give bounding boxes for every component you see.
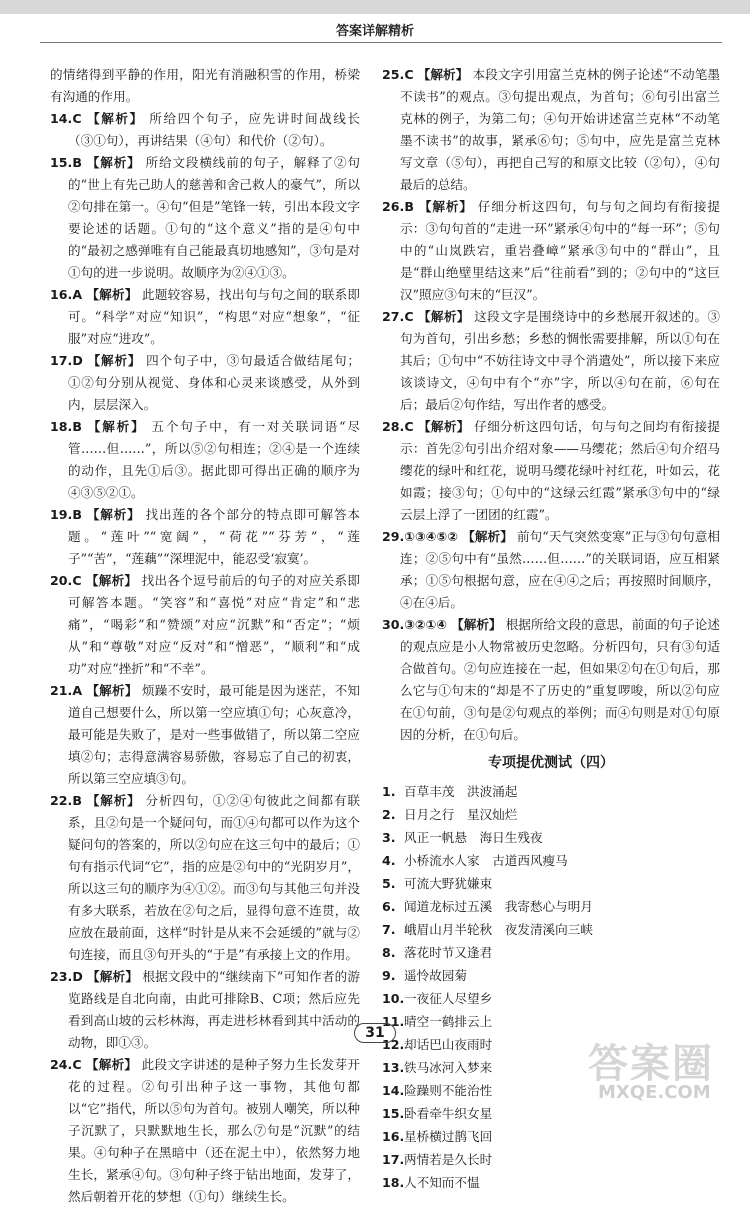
answer-text: 此题较容易，找出句与句之间的联系即可。“科学”对应“知识”，“构思”对应“想象”，“征服”对应“进攻”。	[68, 287, 361, 346]
page-header: 答案详解精析	[335, 24, 414, 39]
page-number: 31	[354, 1023, 395, 1043]
poem-text: 晴空一鹤排云上	[404, 1014, 493, 1029]
poem-number: 13.	[382, 1060, 405, 1075]
question-number: 30.	[382, 617, 405, 632]
answer-item	[50, 108, 360, 152]
answer-text: 此段文字讲述的是种子努力生长发芽开花的过程。②句引出种子这一事物，其他句都以“它”指代，所以⑤句为首句。被别人嘲笑，所以种子沉默了，只默默地生长，那么⑦句是“沉默”的结果。④句种子在黑暗中（还在泥土中），依然努力地生长，紧承④句。③句种子终于钻出地面，发芽了，然后朝着开花的梦想（①句）继续生长。	[68, 1057, 361, 1204]
poem-number: 4.	[382, 853, 396, 868]
answer-text: 分析四句，①②④句彼此之间都有联系，且②句是一个疑问句，而①④句都可以作为这个疑问句的答案的，所以②句应在这三句中的最后；①句有指示代词“它”，指的应是②句中的“光阴岁月”，所以这三句的顺序为④①②。而③句与其他三句并没有多大联系，若放在②句之后，显得句意不连贯，故应放在最前面，这样“时针是从来不会延缓的”就与②句连接，而且③句开头的“于是”有承接上文的作用。	[68, 793, 360, 962]
poem-number: 11.	[382, 1014, 405, 1029]
poem-text: 卧看牵牛织女星	[404, 1106, 493, 1121]
section-title: 专项提优测试（四）	[488, 755, 614, 771]
poem-text: 铁马冰河入梦来	[404, 1060, 493, 1075]
answer-item	[382, 526, 720, 614]
answer-choice: C	[72, 573, 82, 588]
poem-number: 7.	[382, 922, 396, 937]
question-number: 14.	[50, 111, 73, 126]
poem-number: 18.	[382, 1175, 405, 1190]
poem-number: 8.	[382, 945, 396, 960]
watermark-text: 答案圈	[588, 1041, 714, 1087]
answer-text: 找出各个逗号前后的句子的对应关系即可解答本题。“笑容”和“喜悦”对应“肯定”和“悲痛”，“喝彩”和“赞颂”对应“沉默”和“否定”；“烦从”和“尊敬”对应“反对”和“憎恶”，“顺利”和“成功”对应“挫折”和“不幸”。	[68, 573, 361, 676]
poem-text: 日月之行 星汉灿烂	[404, 807, 518, 822]
analysis-tag: 【解析】	[417, 67, 469, 82]
poem-text: 峨眉山月半轮秋 夜发清溪向三峡	[404, 922, 593, 937]
poem-line	[382, 1171, 720, 1194]
answer-text: 前句“天气突然变寒”正与③句句意相连；②⑤句中有“虽然……但……”的关联词语，应互相紧承；①⑤句根据句意，应在④④之后；再按照时间顺序，④在④后。	[400, 529, 720, 610]
answer-item	[382, 614, 720, 746]
analysis-tag: 【解析】	[85, 1057, 138, 1072]
answer-choice: ①③④⑤②	[404, 529, 459, 544]
answer-choice: B	[72, 155, 82, 170]
analysis-tag: 【解析】	[86, 683, 138, 698]
answer-item	[382, 64, 720, 196]
question-number: 26.	[382, 199, 405, 214]
watermark-url: MXQE.COM	[598, 1082, 711, 1103]
poem-text: 一夜征人尽望乡	[404, 991, 493, 1006]
answer-choice: B	[72, 507, 82, 522]
answer-item	[50, 790, 360, 966]
question-number: 18.	[50, 419, 73, 434]
question-number: 22.	[50, 793, 73, 808]
right-answer-list	[382, 64, 720, 746]
answer-item	[50, 152, 360, 284]
answer-item	[50, 680, 360, 790]
question-number: 20.	[50, 573, 73, 588]
answer-text: 根据所给文段的意思，前面的句子论述的观点应是小人物常被历史忽略。分析四句，只有③句适合做首句。②句应连接在一起，但如果②句在①句后，那么它与①句末的“却是不了历史的”重复啰唆，所以②句应在①句前，③句是②句观点的举例；而④句则是对①句原因的分析，在①句后。	[400, 617, 721, 742]
answer-item	[50, 570, 360, 680]
answer-text: 所给四个句子，应先讲时间战线长（③①句），再讲结果（④句）和代价（②句）。	[68, 111, 360, 148]
poem-text: 小桥流水人家 古道西风瘦马	[404, 853, 568, 868]
answer-text: 四个句子中，③句最适合做结尾句；①②句分别从视觉、身体和心灵来谈感受，从外到内，层层深入。	[68, 353, 360, 412]
answer-choice: C	[404, 309, 414, 324]
header-divider	[40, 42, 722, 43]
poem-line	[382, 780, 720, 803]
answer-text: 仔细分析这四句，句与句之间均有衔接提示：③句句首的“走进一环”紧承④句中的“每一环”；⑤句中的“山岚跌宕，重岩叠嶂”紧承③句中的“群山”，且是“群山绝壁里结这来”后“往前看”到的；②句中的“这巨汉”照应③句末的“巨汉”。	[400, 199, 720, 302]
poem-line	[382, 1125, 720, 1148]
analysis-tag: 【解析】	[87, 111, 144, 126]
answer-item	[50, 504, 360, 570]
poem-number: 9.	[382, 968, 396, 983]
poem-text: 遥怜故园菊	[404, 968, 467, 983]
answer-choice: C	[72, 1057, 82, 1072]
poem-number: 3.	[382, 830, 396, 845]
top-bar	[0, 0, 750, 14]
question-number: 16.	[50, 287, 73, 302]
poem-number: 16.	[382, 1129, 405, 1144]
poem-text: 闻道龙标过五溪 我寄愁心与明月	[404, 899, 593, 914]
answer-choice: C	[72, 111, 82, 126]
poem-number: 17.	[382, 1152, 405, 1167]
poem-number: 10.	[382, 991, 405, 1006]
answer-text: 根据文段中的“继续南下”可知作者的游览路线是自北向南，由此可排除B、C项；然后应先看到高山坡的云杉林海，再走进杉林看到其中活动的动物，即①③。	[68, 969, 360, 1050]
poem-number: 12.	[382, 1037, 405, 1052]
question-number: 28.	[382, 419, 405, 434]
poem-number: 15.	[382, 1106, 405, 1121]
question-number: 27.	[382, 309, 405, 324]
question-number: 25.	[382, 67, 405, 82]
answer-choice: B	[72, 793, 82, 808]
analysis-tag: 【解析】	[86, 793, 141, 808]
analysis-tag: 【解析】	[87, 353, 142, 368]
analysis-tag: 【解析】	[85, 573, 138, 588]
answer-text: 本段文字引用富兰克林的例子论述“不动笔墨不读书”的观点。③句提出观点，为首句；⑥句引出富兰克林的例子，为第二句；④句开始讲述富兰克林“不动笔墨不读书”的故事，紧承⑥句；⑤句中，应先是富兰克林写文章（⑤句），再把自己写的和原文比较（②句），④句最后的总结。	[400, 67, 720, 192]
poem-number: 1.	[382, 784, 396, 799]
poem-number: 2.	[382, 807, 396, 822]
answer-choice: ③②①④	[404, 617, 448, 632]
poem-line	[382, 987, 720, 1010]
analysis-tag: 【解析】	[418, 199, 473, 214]
question-number: 29.	[382, 529, 405, 544]
poem-line	[382, 803, 720, 826]
poem-text: 人不知而不愠	[404, 1175, 480, 1190]
answer-choice: C	[404, 419, 414, 434]
question-number: 15.	[50, 155, 73, 170]
poem-line	[382, 826, 720, 849]
analysis-tag: 【解析】	[86, 969, 139, 984]
answer-item	[50, 416, 360, 504]
poem-line	[382, 895, 720, 918]
poem-line	[382, 964, 720, 987]
answer-choice: B	[72, 419, 82, 434]
poem-text: 星桥横过鹊飞回	[404, 1129, 493, 1144]
analysis-tag: 【解析】	[417, 309, 470, 324]
poem-line	[382, 872, 720, 895]
answer-item	[50, 1054, 360, 1208]
answer-text: 的情绪得到平静的作用，阳光有消融积雪的作用，桥梁有沟通的作用。	[50, 67, 360, 104]
answer-choice: D	[72, 353, 83, 368]
answer-text: 找出莲的各个部分的特点即可解答本题。“莲叶”“宽阔”，“荷花”“芬芳”，“莲子”“苦”，“莲藕”“深埋泥中，能忍受‘寂寞’。	[68, 507, 360, 566]
answer-choice: B	[404, 199, 414, 214]
question-number: 23.	[50, 969, 73, 984]
poem-text: 落花时节又逢君	[404, 945, 493, 960]
answer-item	[382, 416, 720, 526]
analysis-tag: 【解析】	[417, 419, 470, 434]
analysis-tag: 【解析】	[87, 419, 146, 434]
poem-line	[382, 941, 720, 964]
question-number: 19.	[50, 507, 73, 522]
answer-choice: C	[404, 67, 414, 82]
poem-line	[382, 918, 720, 941]
poem-text: 险躁则不能治性	[404, 1083, 493, 1098]
answer-choice: D	[72, 969, 83, 984]
answer-item	[50, 64, 360, 108]
answer-text: 仔细分析这四句话，句与句之间均有衔接提示：首先②句引出介绍对象——马缨花；然后④句介绍马缨花的绿叶和红花，说明马缨花绿叶衬红花，叶如云，花如霞；接③句；①句中的“这绿云红霞”紧承③句中的“绿云层上浮了一团团的红霞”。	[400, 419, 721, 522]
analysis-tag: 【解析】	[451, 617, 502, 632]
poem-line	[382, 849, 720, 872]
answer-item	[382, 196, 720, 306]
poem-number: 5.	[382, 876, 396, 891]
analysis-tag: 【解析】	[86, 507, 141, 522]
poem-text: 两情若是久长时	[404, 1152, 493, 1167]
analysis-tag: 【解析】	[86, 287, 138, 302]
poem-text: 百草丰茂 洪波涌起	[404, 784, 518, 799]
question-number: 21.	[50, 683, 73, 698]
poem-text: 风正一帆悬 海日生残夜	[404, 830, 543, 845]
answer-text: 这段文字是围绕诗中的乡愁展开叙述的。③句为首句，引出乡愁；乡愁的惆怅需要排解，所以①句在其后；①句中“不妨往诗文中寻个消遣处”，所以接下来应该谈诗文，④句中有个“亦”字，所以④句在前，⑥句在后；最后②句作结，写出作者的感受。	[400, 309, 721, 412]
answer-choice: A	[72, 287, 83, 302]
poem-text: 可流大野犹嫌束	[404, 876, 493, 891]
poem-number: 14.	[382, 1083, 405, 1098]
watermark-logo	[580, 1030, 740, 1108]
question-number: 24.	[50, 1057, 73, 1072]
answer-choice: A	[72, 683, 83, 698]
answer-text: 所给文段横线前的句子，解释了②句的“世上有先己助人的慈善和舍己救人的豪气”，所以②句排在第一。④句“但是”笔锋一转，引出本段文字要论述的话题。①句的“这个意义”指的是④句中的“最初之感弹唯有自己能最真切地感知”，③句是对①句的进一步说明。故顺序为②④①③。	[68, 155, 360, 280]
poem-text: 却话巴山夜雨时	[404, 1037, 493, 1052]
analysis-tag: 【解析】	[86, 155, 141, 170]
question-number: 17.	[50, 353, 73, 368]
answer-item	[50, 350, 360, 416]
answer-item	[382, 306, 720, 416]
poem-answer-list	[382, 780, 720, 1194]
answer-item	[50, 284, 360, 350]
poem-number: 6.	[382, 899, 396, 914]
analysis-tag: 【解析】	[462, 529, 513, 544]
poem-line	[382, 1148, 720, 1171]
answer-text: 五个句子中，有一对关联词语“尽管……但……”，所以⑤②句相连；②④是一个连续的动作，且先①后③。据此即可得出正确的顺序为④③⑤②①。	[68, 419, 360, 500]
answer-text: 烦躁不安时，最可能是因为迷茫，不知道自己想要什么，所以第一空应填①句；心灰意冷，最可能是失败了，是对一些事做错了，所以第二空应填②句；志得意满容易骄傲，容易忘了自己的初衷，所以第三空应填③句。	[68, 683, 361, 786]
